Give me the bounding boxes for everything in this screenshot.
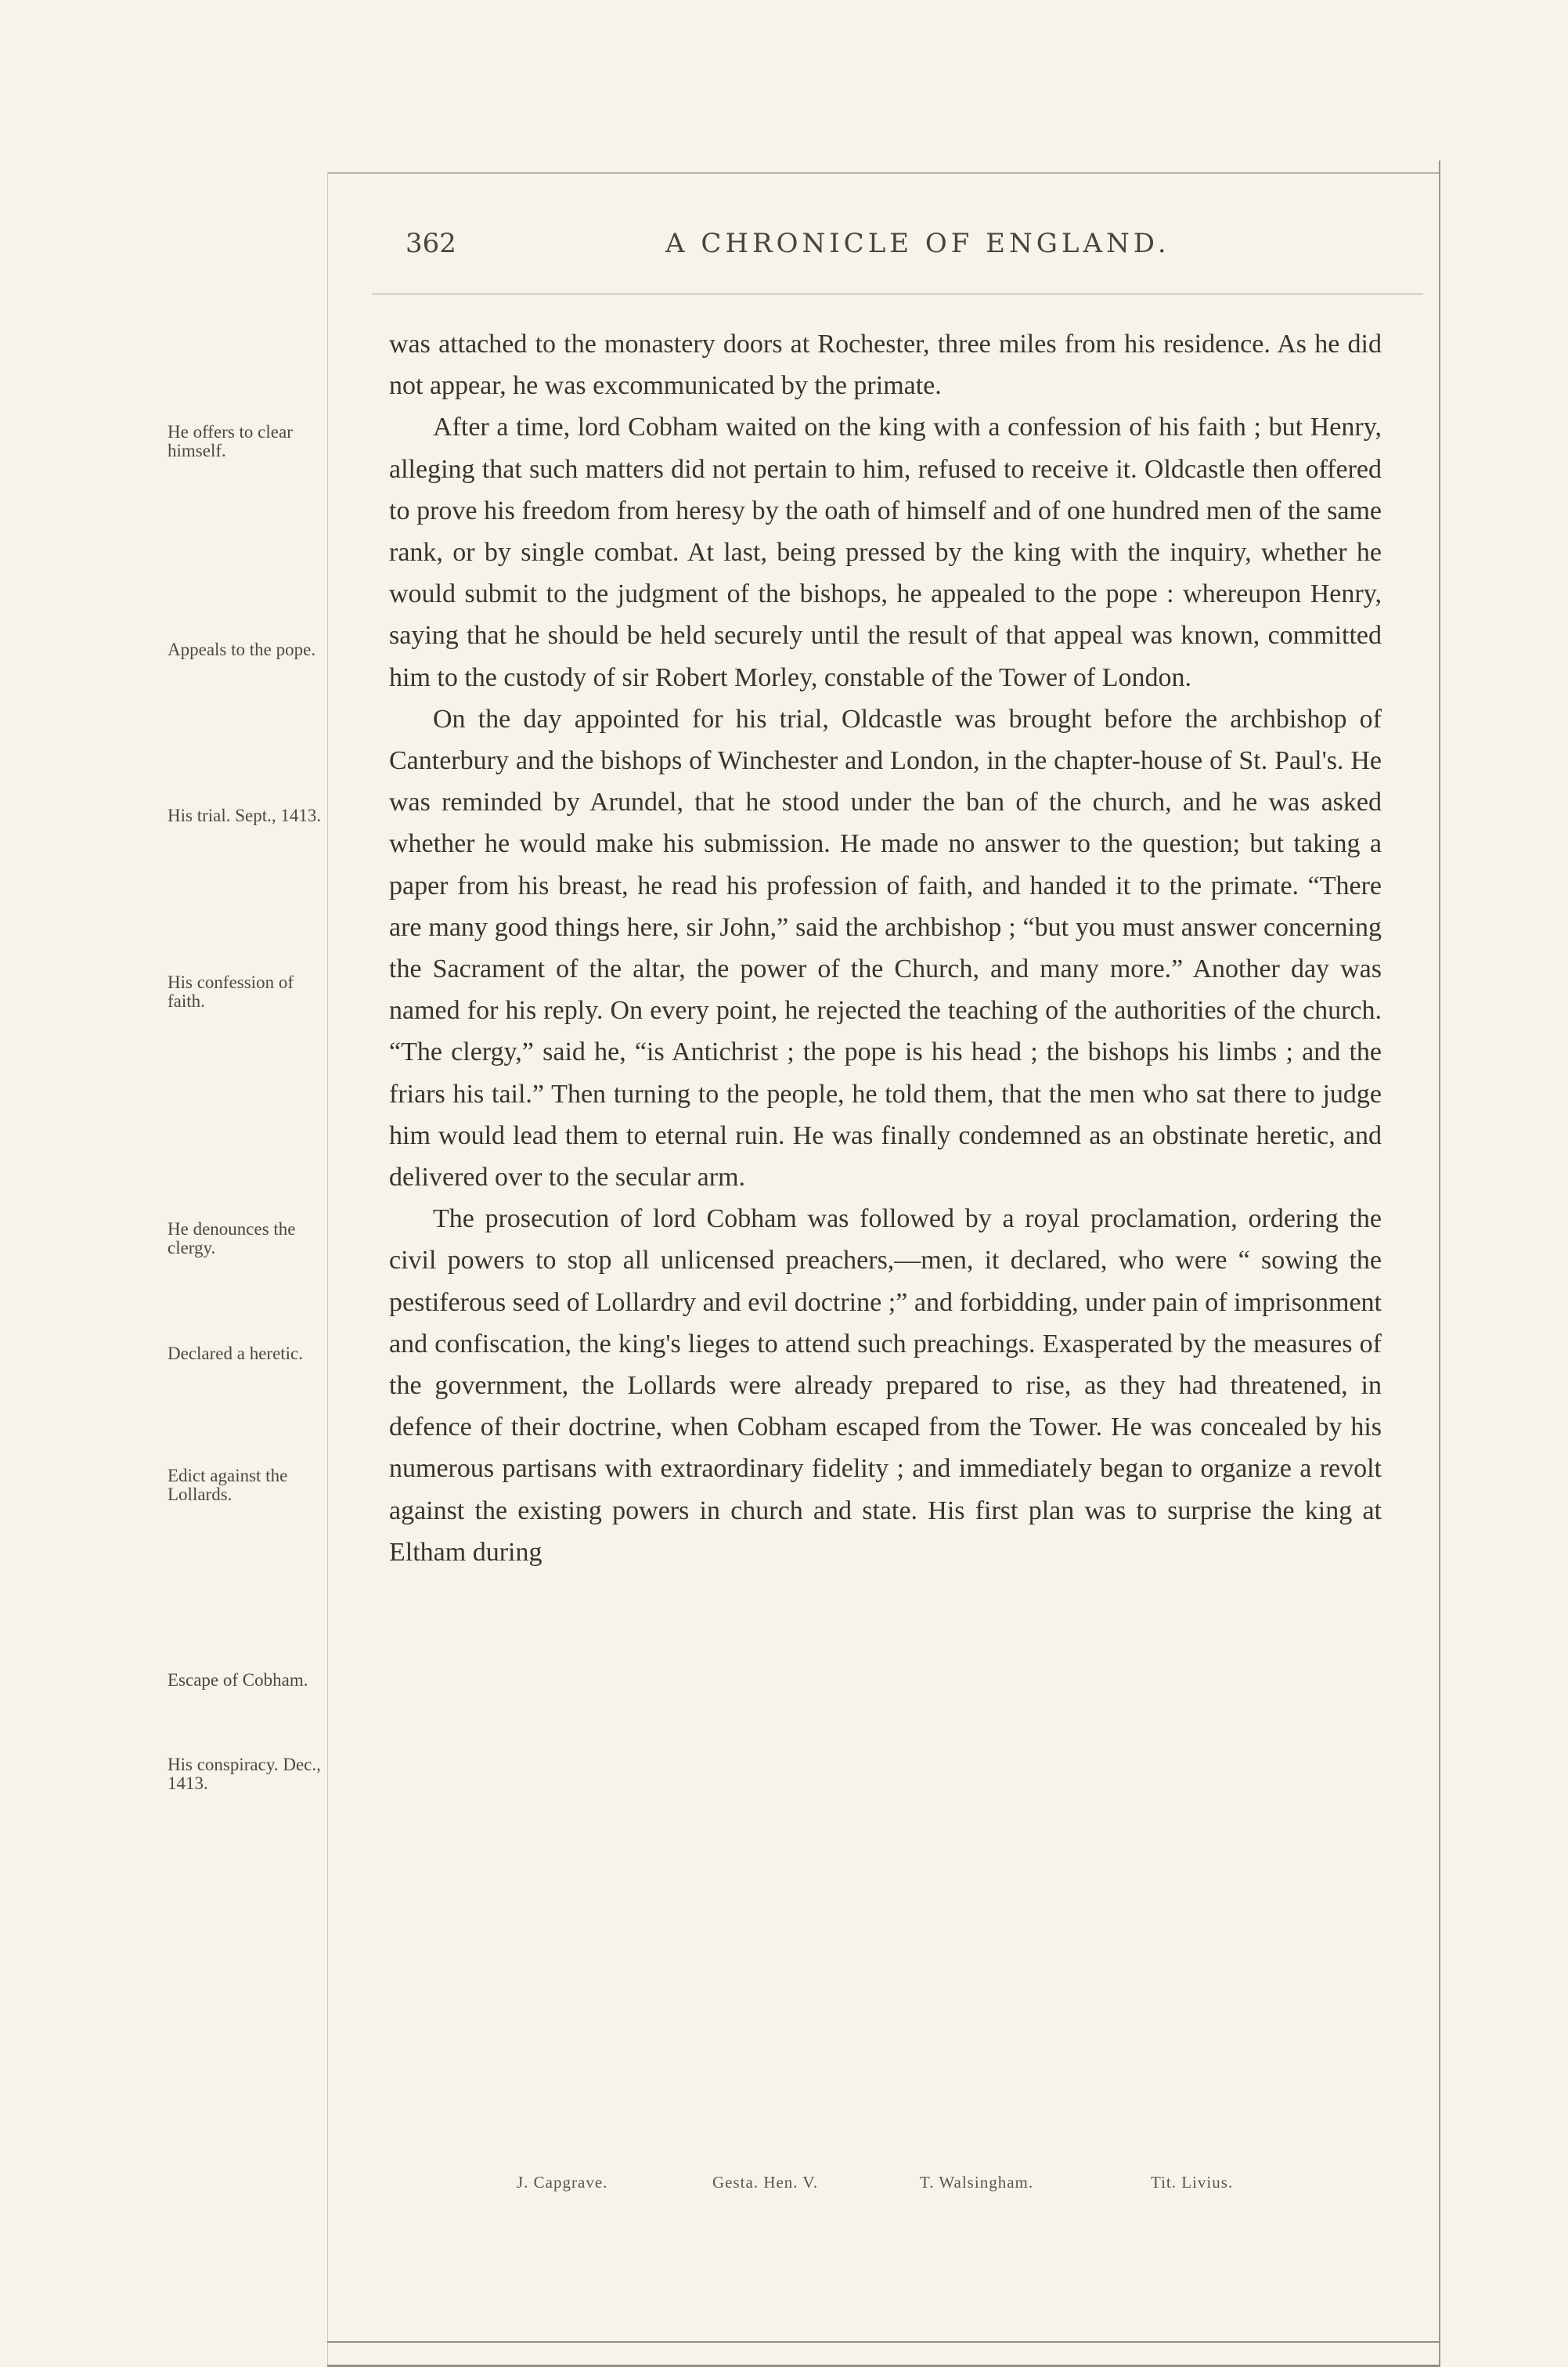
footer-reference: T. Walsingham. — [920, 2173, 1034, 2192]
body-text — [389, 323, 1382, 1573]
running-header — [399, 223, 1378, 270]
footer-reference: J. Capgrave. — [517, 2173, 608, 2192]
margin-note: His trial. Sept., 1413. — [168, 806, 322, 825]
margin-note: He offers to clear himself. — [168, 422, 293, 460]
margin-note: His conspiracy. Dec., 1413. — [168, 1755, 321, 1793]
paragraph: was attached to the monastery doors at Rochester, three miles from his residence. As he did not appear, he was excommunicated by the primate. — [389, 330, 1382, 401]
page-frame-right-rule — [1439, 161, 1440, 2367]
footer-reference: Gesta. Hen. V. — [712, 2173, 819, 2192]
page-frame-bottom — [327, 2365, 1440, 2366]
margin-note: Declared a heretic. — [168, 1344, 304, 1363]
footer-references — [517, 2173, 1299, 2196]
paragraph: After a time, lord Cobham waited on the king with a confession of his faith ; but Henry, alleging that such matters did not pertain to him, refused to receive it. Oldcastle then offered to prove his freedom from heresy by the oath of himself and of one hundred men of the same rank, or by single combat. At last, being pressed by the king with the inquiry, whether he would submit to the judgment of the bishops, he appealed to the pope : whereupon Henry, saying that he should be held securely until the result of that appeal was known, committed him to the custody of sir Robert Morley, constable of the Tower of London. — [389, 413, 1382, 692]
margin-note: He denounces the clergy. — [168, 1219, 296, 1257]
footer-reference: Tit. Livius. — [1151, 2173, 1234, 2192]
margin-note: Edict against the Lollards. — [168, 1466, 288, 1504]
page-number: 362 — [406, 228, 456, 259]
margin-note: Appeals to the pope. — [168, 640, 316, 659]
margin-note: Escape of Cobham. — [168, 1670, 308, 1690]
paragraph: The prosecution of lord Cobham was followed by a royal proclamation, ordering the civil powers to stop all unlicensed preachers,—men, it declared, who were “ sowing the pestiferous seed of Lollardry and evil doctrine ;” and forbidding, under pain of imprisonment and confiscation, the king's lieges to attend such preachings. Exasperated by the measures of the government, the Lollards were already prepared to rise, as they had threatened, in defence of their doctrine, when Cobham escaped from the Tower. He was concealed by his numerous partisans with extraordinary fidelity ; and immediately began to organize a revolt against the existing powers in church and state. His first plan was to surprise the king at Eltham during — [389, 1204, 1382, 1567]
page-frame-top-rule — [327, 172, 1440, 174]
running-title: A CHRONICLE OF ENGLAND. — [665, 228, 1170, 259]
margin-notes — [0, 0, 329, 2253]
frame-bottom-rule-on-page — [327, 2341, 1439, 2343]
paragraph: On the day appointed for his trial, Oldcastle was brought before the archbishop of Canterbury and the bishops of Winchester and London, in the chapter-house of St. Paul's. He was reminded by Arundel, that he stood under the ban of the church, and he was asked whether he would make his submission. He made no answer to the question; but taking a paper from his breast, he read his profession of faith, and handed it to the primate. “There are many good things here, sir John,” said the archbishop ; “but you must answer concerning the Sacrament of the altar, the power of the Church, and many more.” Another day was named for his reply. On every point, he rejected the teaching of the authorities of the church. “The clergy,” said he, “is Antichrist ; the pope is his head ; the bishops his limbs ; and the friars his tail.” Then turning to the people, he told them, that the men who sat there to judge him would lead them to eternal ruin. He was finally condemned as an obstinate heretic, and delivered over to the secular arm. — [389, 704, 1382, 1193]
margin-note: His confession of faith. — [168, 972, 294, 1011]
